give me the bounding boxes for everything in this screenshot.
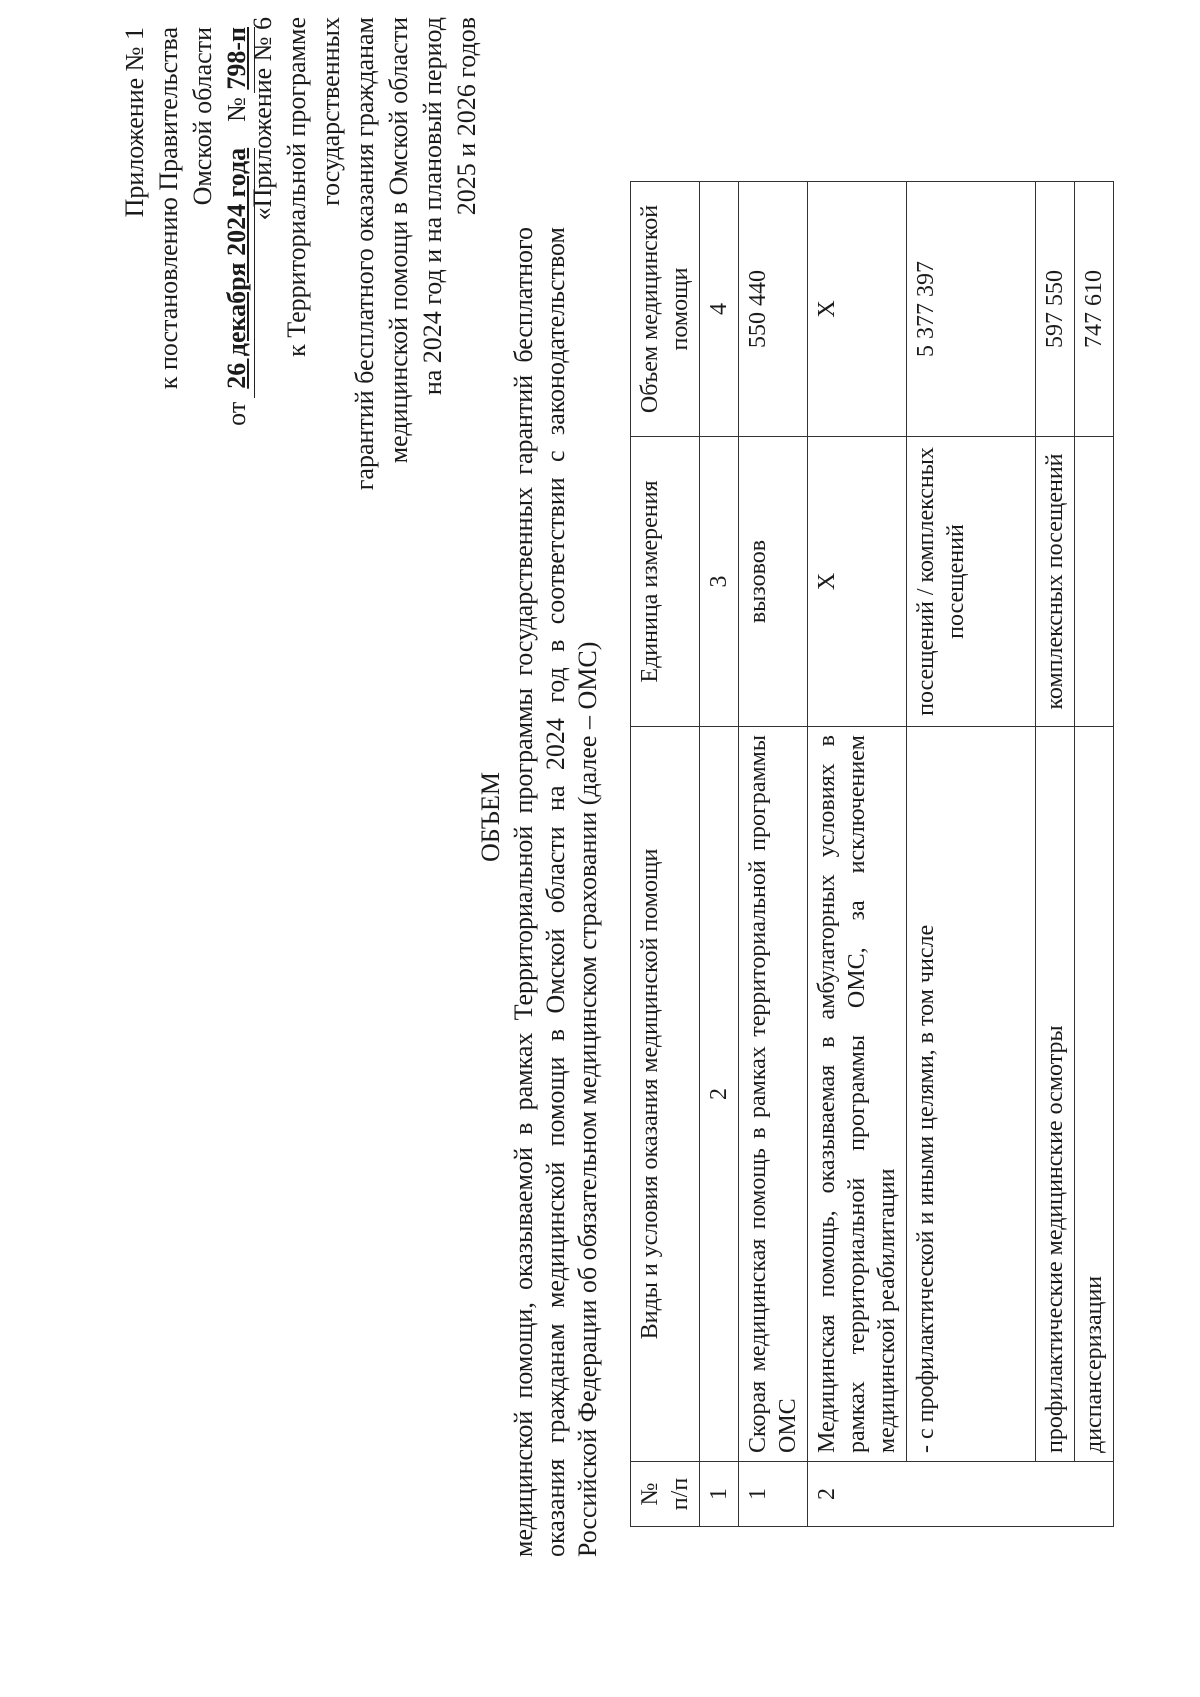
sub-appendix-header bbox=[246, 17, 484, 537]
table-header-row bbox=[631, 182, 700, 1527]
column-number: 3 bbox=[700, 437, 739, 727]
volume-table bbox=[630, 181, 1114, 1527]
sub-header-line: 2025 и 2026 годов bbox=[452, 17, 481, 216]
column-number: 4 bbox=[700, 182, 739, 437]
care-kind: Скорая медицинская помощь в рамках территориальной программы ОМС bbox=[739, 727, 808, 1462]
care-kind: профилактические медицинские осмотры bbox=[1036, 727, 1075, 1462]
column-number: 2 bbox=[700, 727, 739, 1462]
sub-header-line: гарантий бесплатного оказания гражданам bbox=[350, 17, 379, 491]
volume: 747 610 bbox=[1075, 182, 1114, 437]
sub-header-line: на 2024 год и на плановый период bbox=[418, 17, 447, 396]
from-label: от bbox=[222, 401, 251, 426]
document-subtitle: медицинской помощи, оказываемой в рамках Территориальной программы государственных гарантий бесплатного оказания гражданам медицинской помощи в Омской области на 2024 год в соответствии с законодательством Российской Федерации об обязательном медицинском страховании (далее – ОМС) bbox=[509, 227, 602, 1557]
table-row bbox=[1075, 182, 1114, 1527]
unit: посещений / комплексных посещений bbox=[907, 437, 1036, 727]
table-row bbox=[808, 182, 907, 1527]
header-cell: Виды и условия оказания медицинской помощи bbox=[631, 727, 700, 1462]
sub-header-line: медицинской помощи в Омской области bbox=[384, 17, 413, 464]
unit: X bbox=[808, 437, 907, 727]
care-kind: Медицинская помощь, оказываемая в амбулаторных условиях в рамках территориальной программы ОМС, за исключением медицинской реабилитации bbox=[808, 727, 907, 1462]
care-kind: - с профилактической и иными целями, в том числе bbox=[907, 727, 1036, 1462]
table-row bbox=[739, 182, 808, 1527]
decree-date: 26 декабря 2024 года bbox=[220, 148, 255, 398]
appendix-line: Приложение № 1 bbox=[120, 27, 149, 218]
header-cell: № п/п bbox=[631, 1462, 700, 1527]
sub-header-line: «Приложение № 6 bbox=[248, 17, 277, 221]
appendix-header bbox=[118, 27, 255, 447]
decree-line: к постановлению Правительства Омской области bbox=[154, 27, 217, 390]
number-label: № bbox=[222, 97, 251, 122]
unit: вызовов bbox=[739, 437, 808, 727]
document-title: ОБЪЕМ bbox=[476, 771, 505, 863]
volume: 597 550 bbox=[1036, 182, 1075, 437]
row-number: 2 bbox=[808, 1462, 1114, 1527]
unit bbox=[1075, 437, 1114, 727]
column-number: 1 bbox=[700, 1462, 739, 1527]
table-row bbox=[907, 182, 1036, 1527]
volume: X bbox=[808, 182, 907, 437]
decree-number: 798-п bbox=[220, 27, 255, 93]
unit: комплексных посещений bbox=[1036, 437, 1075, 727]
volume: 550 440 bbox=[739, 182, 808, 437]
header-cell: Объем медицинской помощи bbox=[631, 182, 700, 437]
row-number: 1 bbox=[739, 1462, 808, 1527]
header-cell: Единица измерения bbox=[631, 437, 700, 727]
sub-header-line: к Территориальной программе государственных bbox=[282, 17, 345, 357]
table-row bbox=[1036, 182, 1075, 1527]
column-number-row bbox=[700, 182, 739, 1527]
volume: 5 377 397 bbox=[907, 182, 1036, 437]
care-kind: диспансеризации bbox=[1075, 727, 1114, 1462]
